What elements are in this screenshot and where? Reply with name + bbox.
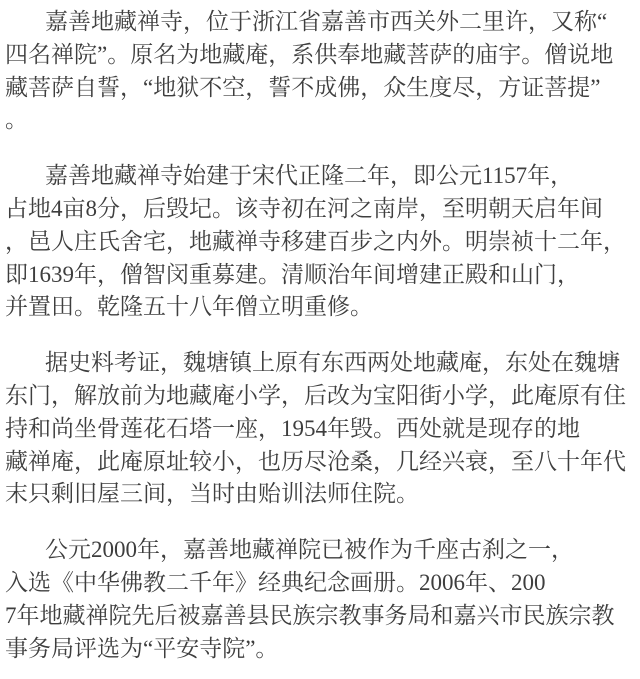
text-line: 东门，解放前为地藏庵小学，后改为宝阳街小学，此庵原有住 bbox=[5, 382, 626, 408]
text-line: 占地4亩8分，后毁圮。该寺初在河之南岸，至明朝天启年间 bbox=[5, 195, 603, 221]
text-line: 事务局评选为“平安寺院”。 bbox=[5, 635, 279, 661]
text-line: 据史料考证，魏塘镇上原有东西两处地藏庵，东处在魏塘 bbox=[45, 350, 620, 376]
text-line: 持和尚坐骨莲花石塔一座，1954年毁。西处就是现存的地 bbox=[5, 415, 580, 441]
text-line: 末只剩旧屋三间，当时由贻训法师住院。 bbox=[5, 481, 419, 507]
text-line: 公元2000年，嘉善地藏禅院已被作为千座古刹之一， bbox=[45, 537, 574, 563]
text-line: 嘉善地藏禅寺，位于浙江省嘉善市西关外二里许，又称“ bbox=[45, 9, 608, 34]
paragraph-historical-research bbox=[5, 347, 634, 511]
text-line: ，邑人庄氏舍宅，地藏禅寺移建百步之内外。明崇祯十二年， bbox=[5, 228, 626, 254]
text-line: 嘉善地藏禅寺始建于宋代正隆二年，即公元1157年， bbox=[45, 163, 574, 189]
text-line: 入选《中华佛教二千年》经典纪念画册。2006年、200 bbox=[5, 569, 546, 595]
text-line: 7年地藏禅院先后被嘉善县民族宗教事务局和嘉兴市民族宗教 bbox=[5, 602, 615, 628]
text-line: 。 bbox=[5, 107, 28, 133]
text-line: 即1639年，僧智闵重募建。清顺治年间增建正殿和山门， bbox=[5, 261, 580, 287]
text-line: 四名禅院”。原名为地藏庵，系供奉地藏菩萨的庙宇。僧说地 bbox=[5, 41, 614, 67]
text-line: 并置田。乾隆五十八年僧立明重修。 bbox=[5, 294, 373, 320]
paragraph-modern-honors bbox=[5, 534, 634, 665]
text-line: 藏菩萨自誓，“地狱不空，誓不成佛，众生度尽，方证菩提” bbox=[5, 74, 601, 100]
paragraph-history-founding bbox=[5, 160, 634, 324]
text-line: 藏禅庵，此庵原址较小，也历尽沧桑，几经兴衰，至八十年代 bbox=[5, 448, 626, 474]
paragraph-intro bbox=[5, 6, 634, 137]
